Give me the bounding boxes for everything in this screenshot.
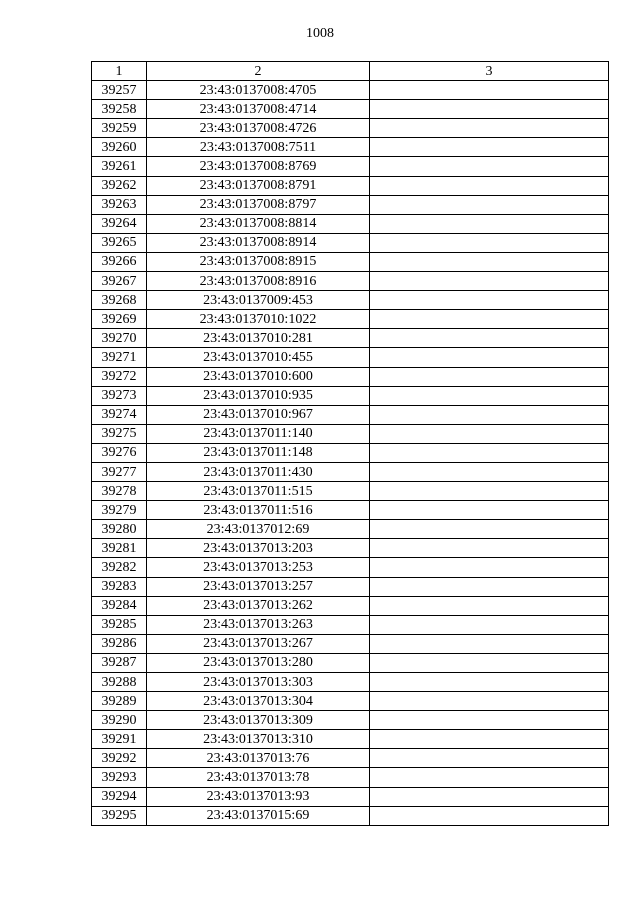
row-number-cell: 39275: [92, 424, 147, 443]
cadastral-number-cell: 23:43:0137011:140: [147, 424, 370, 443]
table-row: [92, 634, 609, 653]
table-row: [92, 539, 609, 558]
notes-cell: [370, 348, 609, 367]
cadastral-number-cell: 23:43:0137008:8791: [147, 176, 370, 195]
table-row: [92, 386, 609, 405]
row-number-cell: 39280: [92, 520, 147, 539]
row-number-cell: 39257: [92, 81, 147, 100]
row-number-cell: 39272: [92, 367, 147, 386]
row-number-cell: 39265: [92, 233, 147, 252]
cadastral-number-cell: 23:43:0137009:453: [147, 291, 370, 310]
row-number-cell: 39289: [92, 692, 147, 711]
table-row: [92, 482, 609, 501]
table-row: [92, 405, 609, 424]
table-row: [92, 81, 609, 100]
row-number-cell: 39274: [92, 405, 147, 424]
table-row: [92, 233, 609, 252]
notes-cell: [370, 119, 609, 138]
notes-cell: [370, 558, 609, 577]
row-number-cell: 39292: [92, 749, 147, 768]
table-row: [92, 520, 609, 539]
notes-cell: [370, 730, 609, 749]
table-row: [92, 176, 609, 195]
cadastral-number-cell: 23:43:0137011:516: [147, 501, 370, 520]
cadastral-number-cell: 23:43:0137008:8915: [147, 252, 370, 271]
notes-cell: [370, 157, 609, 176]
row-number-cell: 39284: [92, 596, 147, 615]
row-number-cell: 39269: [92, 310, 147, 329]
table-row: [92, 195, 609, 214]
table-row: [92, 730, 609, 749]
cadastral-number-cell: 23:43:0137013:280: [147, 653, 370, 672]
row-number-cell: 39263: [92, 195, 147, 214]
cadastral-number-cell: 23:43:0137013:310: [147, 730, 370, 749]
notes-cell: [370, 291, 609, 310]
cadastral-number-cell: 23:43:0137010:967: [147, 405, 370, 424]
row-number-cell: 39277: [92, 462, 147, 481]
cadastral-number-cell: 23:43:0137008:8814: [147, 214, 370, 233]
row-number-cell: 39260: [92, 138, 147, 157]
notes-cell: [370, 768, 609, 787]
cadastral-number-cell: 23:43:0137010:935: [147, 386, 370, 405]
column-header-1: 1: [92, 62, 147, 81]
notes-cell: [370, 424, 609, 443]
notes-cell: [370, 195, 609, 214]
table-row: [92, 501, 609, 520]
table-row: [92, 252, 609, 271]
notes-cell: [370, 673, 609, 692]
row-number-cell: 39294: [92, 787, 147, 806]
notes-cell: [370, 214, 609, 233]
cadastral-number-cell: 23:43:0137010:455: [147, 348, 370, 367]
table-row: [92, 787, 609, 806]
notes-cell: [370, 81, 609, 100]
table-row: [92, 138, 609, 157]
row-number-cell: 39288: [92, 673, 147, 692]
table-row: [92, 348, 609, 367]
row-number-cell: 39278: [92, 482, 147, 501]
registry-table: [91, 61, 609, 826]
page-number: 1008: [306, 26, 334, 41]
row-number-cell: 39273: [92, 386, 147, 405]
table-row: [92, 615, 609, 634]
table-row: [92, 768, 609, 787]
table-row: [92, 214, 609, 233]
notes-cell: [370, 443, 609, 462]
row-number-cell: 39261: [92, 157, 147, 176]
notes-cell: [370, 462, 609, 481]
row-number-cell: 39264: [92, 214, 147, 233]
row-number-cell: 39266: [92, 252, 147, 271]
row-number-cell: 39285: [92, 615, 147, 634]
row-number-cell: 39290: [92, 711, 147, 730]
table-row: [92, 653, 609, 672]
row-number-cell: 39267: [92, 272, 147, 291]
row-number-cell: 39258: [92, 100, 147, 119]
cadastral-number-cell: 23:43:0137010:600: [147, 367, 370, 386]
notes-cell: [370, 615, 609, 634]
table-row: [92, 462, 609, 481]
row-number-cell: 39281: [92, 539, 147, 558]
table-row: [92, 100, 609, 119]
notes-cell: [370, 501, 609, 520]
cadastral-number-cell: 23:43:0137008:4726: [147, 119, 370, 138]
notes-cell: [370, 272, 609, 291]
table-row: [92, 692, 609, 711]
row-number-cell: 39262: [92, 176, 147, 195]
table-row: [92, 157, 609, 176]
row-number-cell: 39276: [92, 443, 147, 462]
row-number-cell: 39293: [92, 768, 147, 787]
table-row: [92, 310, 609, 329]
table-row: [92, 749, 609, 768]
cadastral-number-cell: 23:43:0137013:304: [147, 692, 370, 711]
notes-cell: [370, 138, 609, 157]
table-row: [92, 272, 609, 291]
notes-cell: [370, 252, 609, 271]
header-row: [92, 62, 609, 81]
row-number-cell: 39271: [92, 348, 147, 367]
table-row: [92, 577, 609, 596]
table-row: [92, 424, 609, 443]
cadastral-number-cell: 23:43:0137012:69: [147, 520, 370, 539]
cadastral-number-cell: 23:43:0137013:267: [147, 634, 370, 653]
cadastral-number-cell: 23:43:0137011:515: [147, 482, 370, 501]
notes-cell: [370, 405, 609, 424]
cadastral-number-cell: 23:43:0137015:69: [147, 806, 370, 825]
row-number-cell: 39283: [92, 577, 147, 596]
notes-cell: [370, 367, 609, 386]
row-number-cell: 39286: [92, 634, 147, 653]
table-body: [92, 81, 609, 826]
notes-cell: [370, 482, 609, 501]
cadastral-number-cell: 23:43:0137013:257: [147, 577, 370, 596]
cadastral-number-cell: 23:43:0137013:203: [147, 539, 370, 558]
row-number-cell: 39287: [92, 653, 147, 672]
cadastral-number-cell: 23:43:0137011:430: [147, 462, 370, 481]
table-row: [92, 558, 609, 577]
table-row: [92, 806, 609, 825]
notes-cell: [370, 176, 609, 195]
row-number-cell: 39295: [92, 806, 147, 825]
cadastral-number-cell: 23:43:0137013:76: [147, 749, 370, 768]
cadastral-number-cell: 23:43:0137008:8769: [147, 157, 370, 176]
cadastral-number-cell: 23:43:0137013:263: [147, 615, 370, 634]
table-row: [92, 711, 609, 730]
cadastral-number-cell: 23:43:0137013:262: [147, 596, 370, 615]
cadastral-number-cell: 23:43:0137011:148: [147, 443, 370, 462]
notes-cell: [370, 520, 609, 539]
row-number-cell: 39291: [92, 730, 147, 749]
cadastral-number-cell: 23:43:0137013:303: [147, 673, 370, 692]
table-row: [92, 119, 609, 138]
table-row: [92, 367, 609, 386]
notes-cell: [370, 233, 609, 252]
cadastral-number-cell: 23:43:0137008:7511: [147, 138, 370, 157]
notes-cell: [370, 310, 609, 329]
cadastral-number-cell: 23:43:0137013:93: [147, 787, 370, 806]
notes-cell: [370, 386, 609, 405]
notes-cell: [370, 806, 609, 825]
cadastral-number-cell: 23:43:0137008:8916: [147, 272, 370, 291]
notes-cell: [370, 577, 609, 596]
cadastral-number-cell: 23:43:0137010:1022: [147, 310, 370, 329]
table-row: [92, 443, 609, 462]
row-number-cell: 39268: [92, 291, 147, 310]
notes-cell: [370, 692, 609, 711]
column-header-2: 2: [147, 62, 370, 81]
cadastral-number-cell: 23:43:0137013:309: [147, 711, 370, 730]
table-row: [92, 291, 609, 310]
table-row: [92, 329, 609, 348]
cadastral-number-cell: 23:43:0137008:4714: [147, 100, 370, 119]
row-number-cell: 39279: [92, 501, 147, 520]
notes-cell: [370, 787, 609, 806]
notes-cell: [370, 539, 609, 558]
notes-cell: [370, 596, 609, 615]
row-number-cell: 39270: [92, 329, 147, 348]
notes-cell: [370, 329, 609, 348]
notes-cell: [370, 634, 609, 653]
notes-cell: [370, 749, 609, 768]
column-header-3: 3: [370, 62, 609, 81]
table-row: [92, 596, 609, 615]
cadastral-number-cell: 23:43:0137010:281: [147, 329, 370, 348]
row-number-cell: 39259: [92, 119, 147, 138]
notes-cell: [370, 100, 609, 119]
cadastral-number-cell: 23:43:0137008:8797: [147, 195, 370, 214]
notes-cell: [370, 653, 609, 672]
table-row: [92, 673, 609, 692]
notes-cell: [370, 711, 609, 730]
cadastral-number-cell: 23:43:0137013:78: [147, 768, 370, 787]
cadastral-number-cell: 23:43:0137008:4705: [147, 81, 370, 100]
cadastral-number-cell: 23:43:0137008:8914: [147, 233, 370, 252]
row-number-cell: 39282: [92, 558, 147, 577]
cadastral-number-cell: 23:43:0137013:253: [147, 558, 370, 577]
